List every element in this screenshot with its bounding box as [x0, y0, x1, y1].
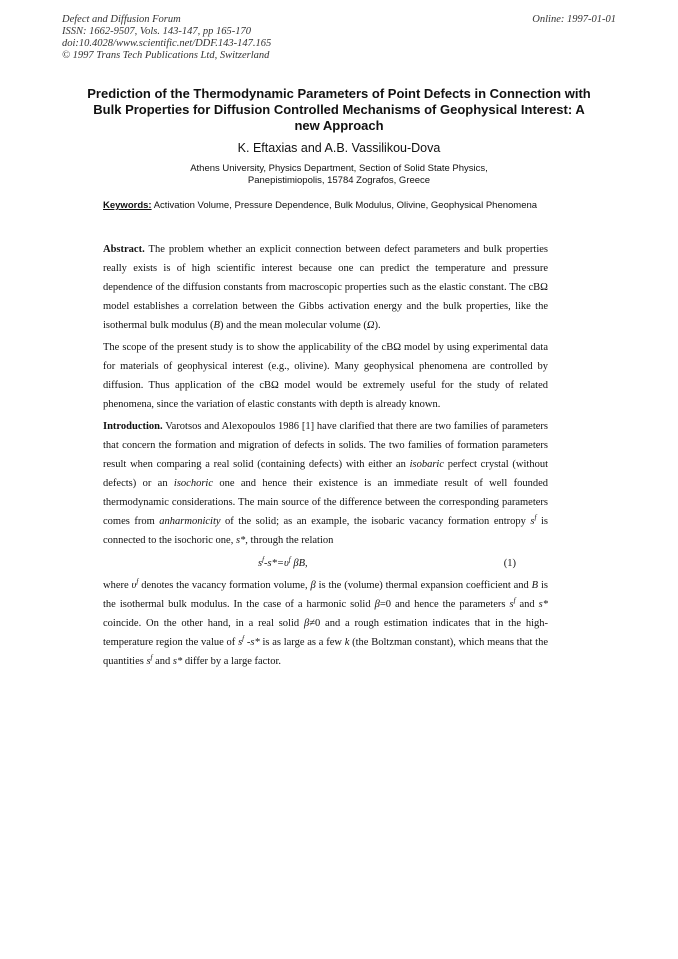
- intro-text-6: , through the relation: [245, 535, 334, 546]
- issn-line: ISSN: 1662-9507, Vols. 143-147, pp 165-170: [62, 26, 251, 37]
- s-star-symbol: s*: [235, 535, 246, 546]
- affiliation-line-2: Panepistimiopolis, 15784 Zografos, Greece: [247, 175, 431, 186]
- eq-sup2: f: [288, 555, 291, 564]
- eq-rest: -s*=υ: [264, 558, 289, 569]
- journal-header: [62, 14, 271, 62]
- beta-ne-symbol: β: [303, 618, 310, 629]
- eq-s: s: [258, 558, 263, 569]
- abstract-paragraph: [103, 240, 548, 335]
- sf-symbol-3: $s^f$: [146, 653, 153, 667]
- journal-name: Defect and Diffusion Forum: [62, 14, 181, 25]
- paper-authors: K. Eftaxias and A.B. Vassilikou-Dova: [237, 141, 441, 155]
- where-text-7: coincide. On the other hand, in a real solid: [103, 618, 304, 629]
- beta-zero-symbol: β: [374, 599, 380, 610]
- abstract-text-end: ).: [374, 320, 381, 331]
- doi-line: doi:10.4028/www.scientific.net/DDF.143-147.165: [62, 38, 272, 49]
- paper-title: Prediction of the Thermodynamic Parameters of Point Defects in Connection with Bulk Properties for Diffusion Controlled Mechanisms of Geophysical Interest: A new Approach: [87, 86, 591, 133]
- equation-1: [103, 553, 548, 575]
- abstract-text-mid: ) and the mean molecular volume (: [219, 320, 367, 331]
- keywords: [103, 200, 548, 212]
- where-text-11: and: [152, 656, 173, 667]
- online-date: Online: 1997-01-01: [532, 14, 616, 25]
- where-text-1: where: [103, 580, 132, 591]
- where-text-10: (the Boltzman constant), which means that the quantities: [103, 637, 548, 667]
- intro-isochoric: isochoric: [173, 478, 213, 489]
- equation-number: (1): [503, 558, 516, 569]
- equation-body: [258, 553, 308, 575]
- abstract-omega-symbol: Ω: [366, 320, 375, 331]
- sf-symbol-2: $s^f$: [509, 596, 516, 610]
- where-text-5: =0 and hence the parameters: [379, 599, 510, 610]
- copyright-line: © 1997 Trans Tech Publications Ltd, Switzerland: [62, 50, 270, 61]
- where-text-9: is as large as a few: [259, 637, 345, 648]
- where-text-3: is the (volume) thermal expansion coefficient and: [315, 580, 532, 591]
- where-text-2: denotes the vacancy formation volume,: [138, 580, 311, 591]
- where-paragraph: [103, 576, 548, 671]
- author-affiliation: [120, 163, 558, 187]
- intro-isobaric: isobaric: [409, 459, 445, 470]
- intro-text-5: is connected to the isochoric one,: [103, 516, 548, 546]
- sf-minus-s-star: $s^f$ -s*: [238, 634, 260, 648]
- b-symbol: B: [531, 580, 539, 591]
- paper-body: [103, 240, 548, 674]
- abstract-b-symbol: B: [213, 320, 220, 331]
- abstract-label: Abstract.: [103, 244, 145, 255]
- eq-tail: βB,: [290, 558, 308, 569]
- keywords-label: Keywords:: [103, 200, 152, 211]
- sf-sup: f: [534, 513, 537, 522]
- keywords-text: Activation Volume, Pressure Dependence, Bulk Modulus, Olivine, Geophysical Phenomena: [151, 200, 538, 211]
- where-text-8: ≠0 and a rough estimation indicates that in the high-temperature region the value of: [103, 618, 548, 648]
- eq-sup: f: [262, 555, 265, 564]
- intro-text-3: one and hence their existence is an immediate result of well founded thermodynamic considerations. The main source of the difference between the corresponding parameters comes from: [103, 478, 548, 527]
- introduction-paragraph: [103, 417, 548, 550]
- scope-paragraph: The scope of the present study is to show the applicability of the cBΩ model by using experimental data for materials of geophysical interest (e.g., olivine). Many geophysical phenomena are controlled by diffusion. Thus application of the cBΩ model would be extremely useful for the study of related phenomena, since the variation of elastic constants with depth is already known.: [103, 342, 548, 410]
- s-star-symbol-3: s*: [172, 656, 183, 667]
- vf-v: υ: [131, 580, 137, 591]
- intro-text-4: of the solid; as an example, the isobaric vacancy formation entropy: [220, 516, 531, 527]
- where-text-12: differ by a large factor.: [182, 656, 282, 667]
- k-symbol: k: [344, 637, 350, 648]
- introduction-label: Introduction.: [103, 421, 163, 432]
- sf-s: s: [530, 516, 535, 527]
- where-text-6: and: [515, 599, 539, 610]
- intro-text-1: Varotsos and Alexopoulos 1986 [1] have clarified that there are two families of parameters that concern the formation and migration of defects in solids. The two families of formation parameters result when comparing a real solid (containing defects) with either an: [103, 421, 548, 470]
- where-text-4: is the isothermal bulk modulus. In the case of a harmonic solid: [103, 580, 548, 610]
- intro-anharmonicity: anharmonicity: [159, 516, 221, 527]
- vf-sup: f: [136, 577, 139, 586]
- intro-text-2: perfect crystal (without defects) or an: [103, 459, 548, 489]
- beta-symbol: β: [310, 580, 316, 591]
- s-star-symbol-2: s*: [538, 599, 548, 610]
- affiliation-line-1: Athens University, Physics Department, Section of Solid State Physics,: [190, 163, 488, 174]
- abstract-text: The problem whether an explicit connection between defect parameters and bulk properties really exists is of high scientific interest because one can predict the temperature and pressure dependence of the diffusion constants from macroscopic properties such as the elastic constant. The cBΩ model establishes a correlation between the Gibbs activation energy and the bulk properties, like the isothermal bulk modulus (: [103, 244, 548, 331]
